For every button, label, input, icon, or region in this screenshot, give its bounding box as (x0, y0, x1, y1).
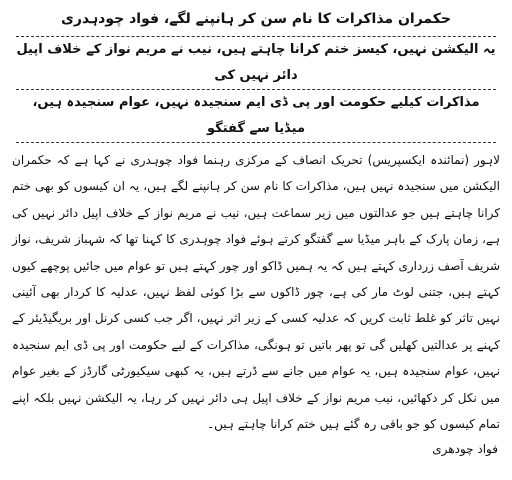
photo-caption: فواد چودھری (432, 442, 498, 457)
subheadline-line: یہ الیکشن نہیں، کیسز ختم کرانا چاہتے ہیں، نیب نے مریم نواز کے خلاف اپیل دائر نہیں کی (16, 37, 496, 90)
headline: حکمران مذاکرات کا نام سن کر ہانپنے لگے، فواد چودہدری (60, 11, 452, 27)
article-body: لاہور (نمائندہ ایکسپریس) تحریک انصاف کے مرکزی رہنما فواد چوہدری نے کہا ہے کہ حکمران الیکشن میں سنجیدہ نہیں ہیں، مذاکرات کا نام سن کر ہانپنے لگے ہیں، یہ ان کیسوں کو بھی ختم کرانا چاہتے ہیں جو عدالتوں میں زیر سماعت ہیں، نیب نے مریم نواز کے خلاف اپیل دائر نہیں کی ہے، زمان پارک کے باہر میڈیا سے گفتگو کرتے ہوئے فواد چوہدری کا کہنا تھا کہ شہباز شریف، نواز شریف آصف زرداری کہتے ہیں کہ یہ ہمیں ڈاکو اور چور کہتے ہیں تو عوام میں جائیں پوچھے کیوں کہتے ہیں، جتنی لوٹ مار کی ہے، چور ڈاکوں سے بڑا کوئی لفظ نہیں، عدلیہ کا کردار بھی آئینی نہیں تاثر کو غلط ثابت کریں کہ عدلیہ کسی کے زیر اثر نہیں، اگر جب کسی کرنل اور بریگیڈیئر کے کہنے پر عدالتیں کھلیں گی تو پھر باتیں تو ہونگی، مذاکرات کے لیے حکومت اور پی ڈی ایم سنجیدہ نہیں، عوام سنجیدہ ہیں، یہ عوام میں جانے سے ڈرتے ہیں، یہ کبھی سیکیورٹی گارڈز کے بغیر عوام میں نکل کر دکھائیں، نیب مریم نواز کے خلاف اپیل ہی دائر نہیں کر رہا، یہ الیکشن نہیں بلکہ اپنے تمام کیسوں کو جو باقی رہ گئے ہیں ختم کرانا چاہتے ہیں۔ (12, 153, 500, 432)
subheadline-box (16, 36, 496, 143)
subheadline-line: مذاکرات کیلیے حکومت اور پی ڈی ایم سنجیدہ نہیں، عوام سنجیدہ ہیں، میڈیا سے گفتگو (32, 95, 480, 136)
